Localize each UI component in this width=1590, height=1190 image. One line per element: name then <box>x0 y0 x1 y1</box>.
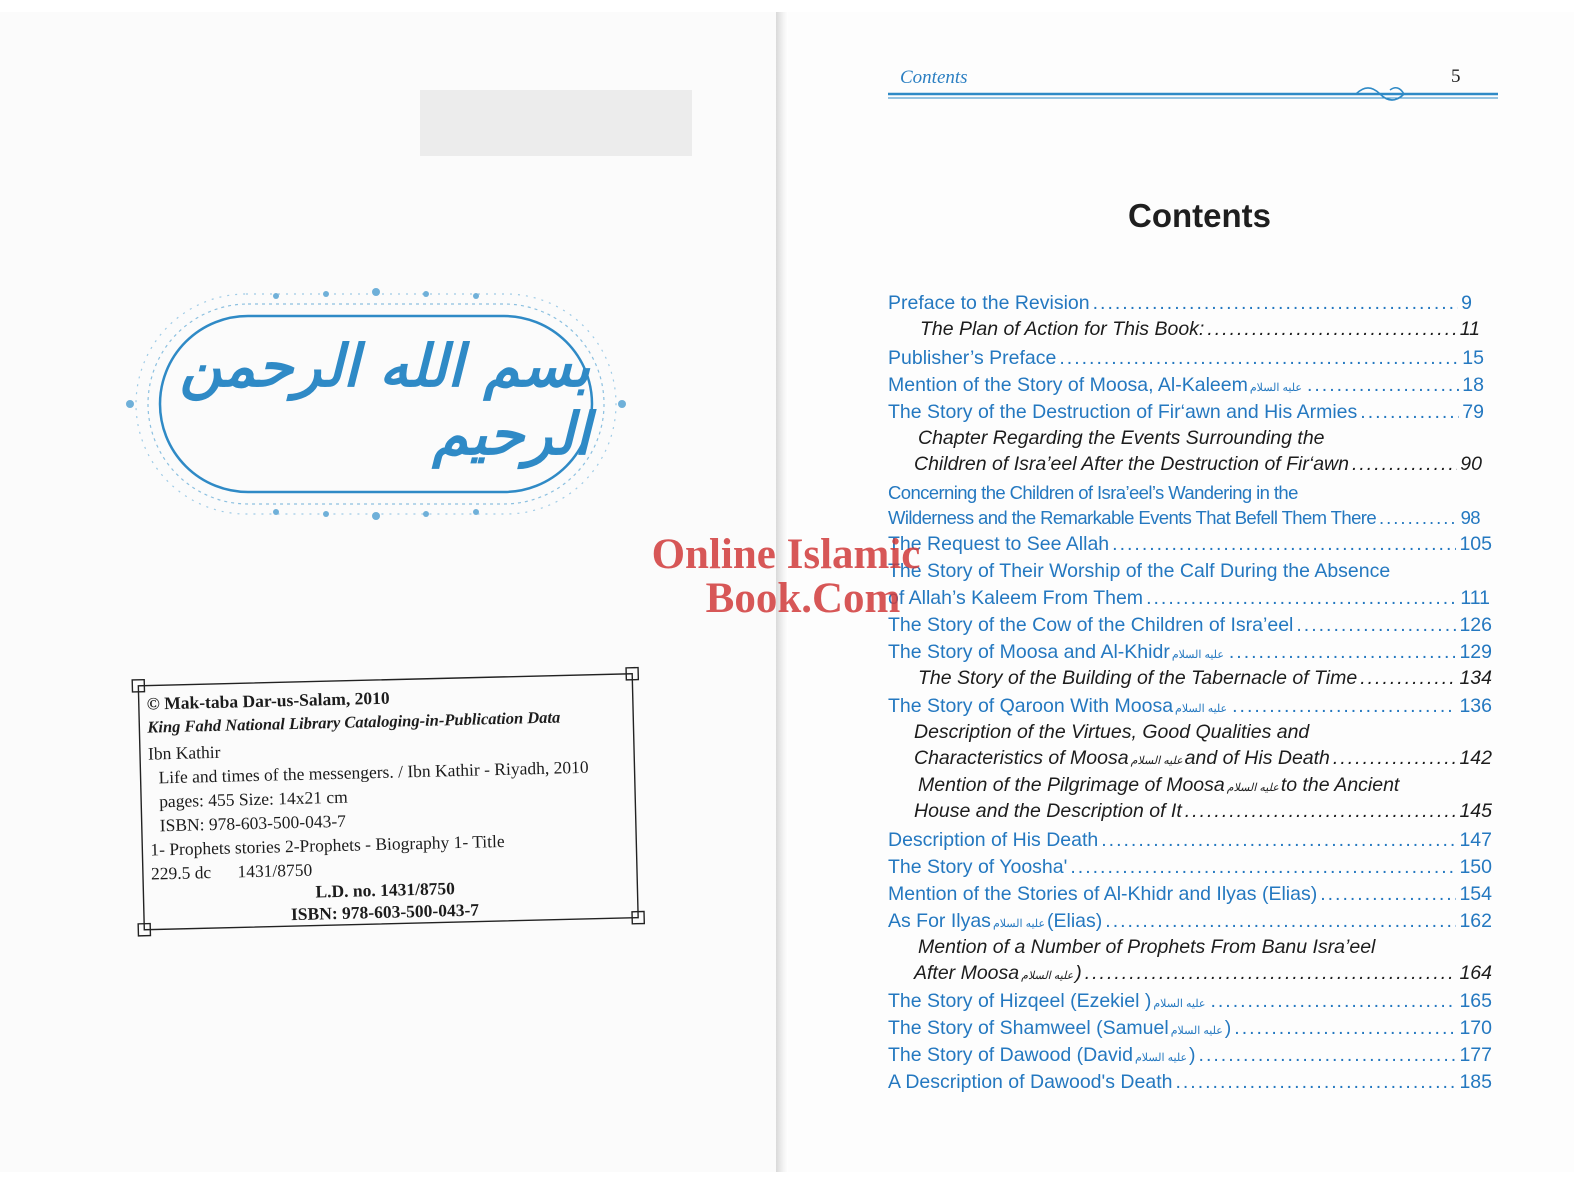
toc-entry[interactable]: House and the Description of It ..... 145 <box>914 800 1492 823</box>
catalog-title-line: Life and times of the messengers. / Ibn Kathir - Riyadh, 2010 <box>158 756 589 788</box>
catalog-classification: 229.5 dc 1431/8750 <box>150 859 313 884</box>
catalog-isbn-line: ISBN: 978-603-500-043-7 <box>159 810 347 836</box>
catalog-pages-size: pages: 455 Size: 14x21 cm <box>158 786 348 812</box>
toc-entry[interactable]: A Description of Dawood's Death ..... 185 <box>888 1071 1492 1094</box>
watermark <box>636 533 936 621</box>
toc-entry[interactable]: Wilderness and the Remarkable Events That Befell Them There ..... 98 <box>888 507 1480 529</box>
page-number: 5 <box>1451 66 1461 87</box>
toc-entry[interactable]: The Story of Their Worship of the Calf During the Absence <box>888 560 1391 582</box>
toc-entry[interactable]: of Allah’s Kaleem From Them ..... 111 <box>888 587 1490 610</box>
toc-entry[interactable]: The Story of Qaroon With Moosa عليه السلام ..... 136 <box>888 695 1492 718</box>
catalog-isbn-bold: ISBN: 978-603-500-043-7 <box>290 899 480 925</box>
toc-entry[interactable]: Publisher’s Preface ..... 15 <box>888 347 1484 370</box>
toc-entry[interactable]: Concerning the Children of Isra’eel’s Wandering in the <box>888 482 1298 503</box>
toc-entry[interactable]: The Story of Dawood (David عليه السلام ) ..... 177 <box>888 1044 1492 1067</box>
toc-entry[interactable]: Description of His Death ..... 147 <box>888 829 1492 852</box>
watermark-line-2: Book.Com <box>705 575 901 622</box>
toc-entry[interactable]: The Plan of Action for This Book: ..... 11 <box>920 318 1480 341</box>
toc-entry[interactable]: Children of Isra’eel After the Destruction of Fir‘awn ..... 90 <box>914 453 1482 476</box>
toc-entry[interactable]: Mention of the Stories of Al-Khidr and Ilyas (Elias) ..... 154 <box>888 883 1492 906</box>
toc-entry[interactable]: The Story of the Building of the Tabernacle of Time ..... 134 <box>918 667 1492 690</box>
toc-entry[interactable]: Characteristics of Moosa عليه السلام and of His Death ..... 142 <box>914 747 1492 770</box>
toc-entry[interactable]: The Story of the Destruction of Fir‘awn and His Armies ..... 79 <box>888 401 1484 424</box>
catalog-copyright: © Mak-taba Dar-us-Salam, 2010 <box>146 687 390 714</box>
toc-entry[interactable]: The Story of Moosa and Al-Khidr عليه السلام ..... 129 <box>888 641 1492 664</box>
catalog-author: Ibn Kathir <box>147 741 221 764</box>
watermark-line-1: Online Islamic <box>651 531 921 578</box>
toc-entry[interactable]: Mention of a Number of Prophets From Banu Isra’eel <box>918 936 1376 958</box>
toc-entry[interactable]: Mention of the Pilgrimage of Moosa عليه السلام to the Ancient <box>918 774 1400 796</box>
catalog-library: King Fahd National Library Cataloging-in-Publication Data <box>147 707 561 737</box>
toc-entry[interactable]: Chapter Regarding the Events Surrounding the <box>918 427 1325 449</box>
toc-entry[interactable]: The Story of Hizqeel (Ezekiel ) عليه السلام ..... 165 <box>888 990 1492 1013</box>
toc-entry[interactable]: As For Ilyas عليه السلام (Elias) ..... 162 <box>888 910 1492 933</box>
toc-entry[interactable]: The Request to See Allah ..... 105 <box>888 533 1492 556</box>
toc-entry[interactable]: Preface to the Revision ..... 9 <box>888 292 1472 315</box>
basmala-calligraphy: بسم الله الرحمن الرحيم <box>179 332 590 468</box>
running-head: Contents <box>900 67 968 88</box>
toc-entry[interactable]: Description of the Virtues, Good Qualities and <box>914 721 1310 743</box>
toc-entry[interactable]: Mention of the Story of Moosa, Al-Kaleem عليه السلام ..... 18 <box>888 374 1484 397</box>
toc-entry[interactable]: After Moosa عليه السلام ) ..... 164 <box>914 962 1492 985</box>
contents-title: Contents <box>1128 197 1271 234</box>
catalog-subjects: 1- Prophets stories 2-Prophets - Biography 1- Title <box>150 830 505 860</box>
toc-entry[interactable]: The Story of the Cow of the Children of Isra’eel ..... 126 <box>888 614 1492 637</box>
toc-entry[interactable]: The Story of Yoosha' ..... 150 <box>888 856 1492 879</box>
toc-entry[interactable]: The Story of Shamweel (Samuel عليه السلام ) ..... 170 <box>888 1017 1492 1040</box>
catalog-ld-number: L.D. no. 1431/8750 <box>315 878 456 902</box>
